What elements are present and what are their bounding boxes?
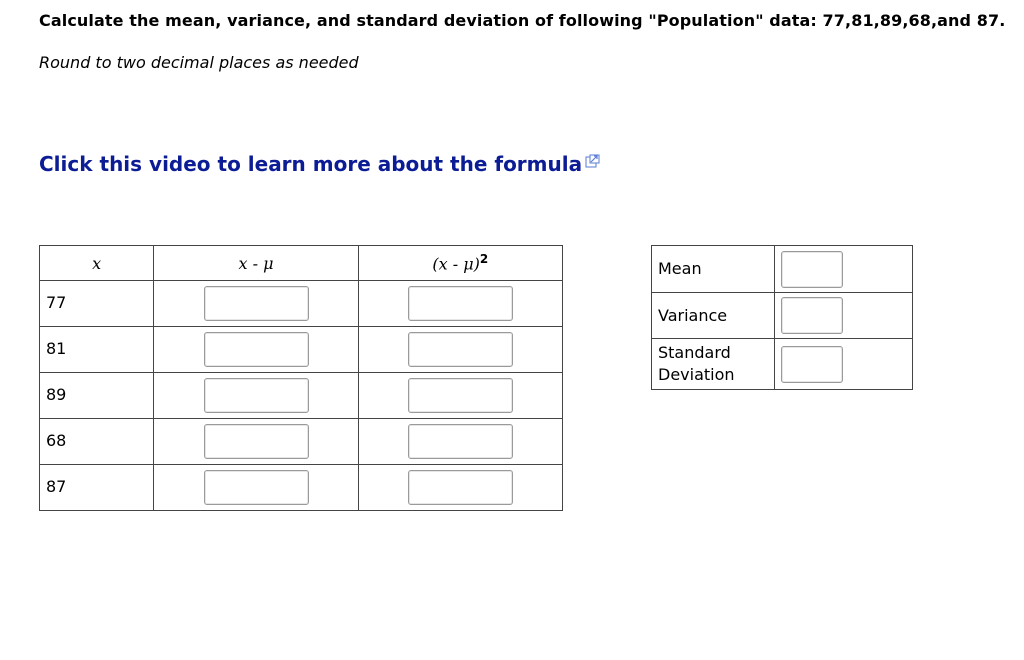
question-prompt: Calculate the mean, variance, and standard deviation of following "Population" data: 77,81,89,68,and 87. <box>39 11 1006 30</box>
header-x-minus-mu: x - μ <box>154 246 358 281</box>
summary-stats-table <box>651 245 913 390</box>
x-value: 89 <box>40 373 154 419</box>
x-minus-mu-input[interactable] <box>204 286 309 321</box>
x-value: 81 <box>40 327 154 373</box>
table-row <box>40 327 563 373</box>
x-minus-mu-input[interactable] <box>204 470 309 505</box>
header-squared-deviation <box>358 246 562 281</box>
table-row <box>40 281 563 327</box>
x-minus-mu-input[interactable] <box>204 332 309 367</box>
deviation-table <box>39 245 563 511</box>
table-row <box>40 419 563 465</box>
x-value: 68 <box>40 419 154 465</box>
formula-video-link[interactable] <box>39 152 600 176</box>
x-minus-mu-input[interactable] <box>204 424 309 459</box>
x-value: 77 <box>40 281 154 327</box>
squared-deviation-input[interactable] <box>408 332 513 367</box>
squared-deviation-input[interactable] <box>408 424 513 459</box>
squared-deviation-input[interactable] <box>408 286 513 321</box>
variance-label: Variance <box>652 293 775 339</box>
squared-deviation-input[interactable] <box>408 378 513 413</box>
x-value: 87 <box>40 465 154 511</box>
header-squared-exponent: 2 <box>479 252 489 267</box>
x-minus-mu-input[interactable] <box>204 378 309 413</box>
rounding-instruction: Round to two decimal places as needed <box>39 53 359 72</box>
std-dev-label-line2: Deviation <box>658 365 735 384</box>
squared-deviation-input[interactable] <box>408 470 513 505</box>
header-x: x <box>40 246 154 281</box>
std-dev-label-line1: Standard <box>658 343 731 362</box>
std-dev-row <box>652 339 913 390</box>
deviation-table-header <box>40 246 563 281</box>
formula-video-link-label: Click this video to learn more about the formula <box>39 152 583 176</box>
mean-input[interactable] <box>781 251 843 288</box>
variance-row <box>652 293 913 339</box>
std-dev-label <box>652 339 775 390</box>
table-row <box>40 465 563 511</box>
table-row <box>40 373 563 419</box>
header-squared-deviation-base: (x - μ) <box>432 254 480 274</box>
mean-row <box>652 246 913 293</box>
variance-input[interactable] <box>781 297 843 334</box>
mean-label: Mean <box>652 246 775 293</box>
std-dev-input[interactable] <box>781 346 843 383</box>
external-link-icon <box>585 154 600 168</box>
